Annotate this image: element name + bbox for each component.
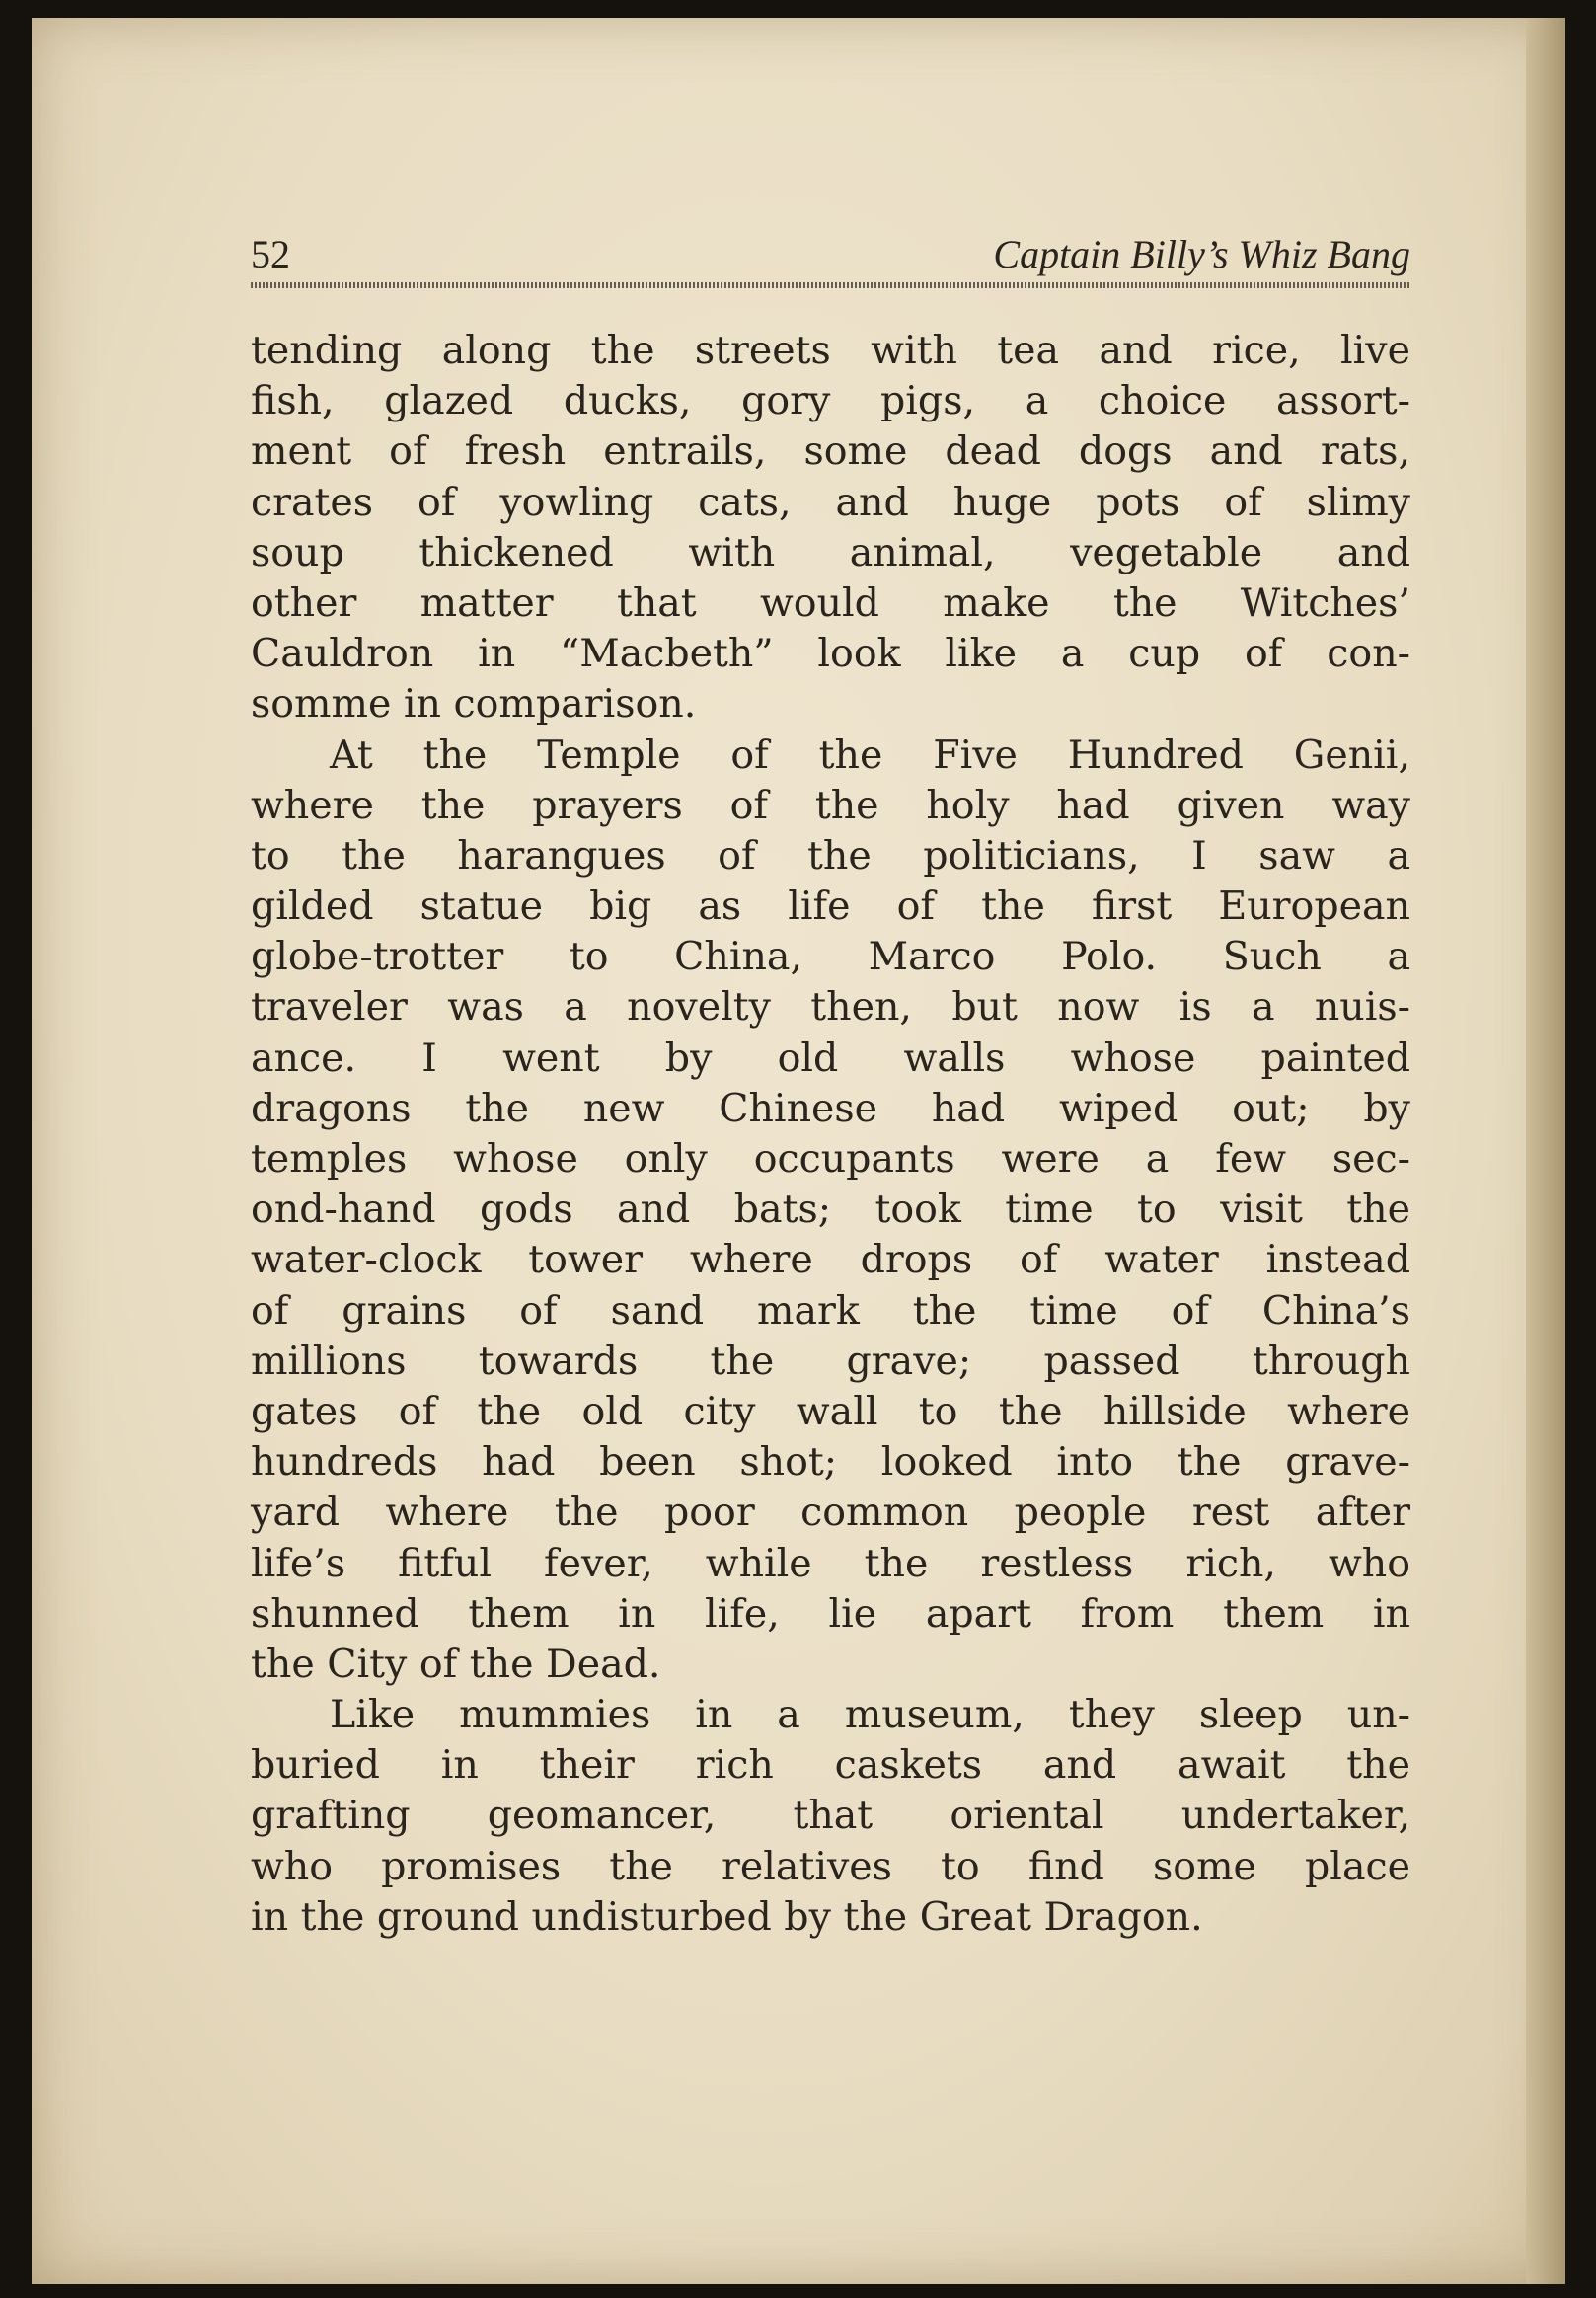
text-line: traveler was a novelty then, but now is a nuis-	[251, 984, 1410, 1031]
text-line: life’s fitful fever, while the restless rich, who	[251, 1540, 1410, 1586]
text-line: millions towards the grave; passed through	[251, 1338, 1410, 1384]
text-line: gates of the old city wall to the hillside where	[251, 1388, 1410, 1434]
text-line: grafting geomancer, that oriental undertaker,	[251, 1793, 1410, 1839]
text-line: gilded statue big as life of the first European	[251, 883, 1410, 930]
paragraph	[251, 730, 1410, 1691]
text-line: who promises the relatives to find some place	[251, 1843, 1410, 1889]
running-title: Captain Billy’s Whiz Bang	[993, 232, 1410, 276]
text-line: other matter that would make the Witches’	[251, 579, 1410, 626]
text-line: shunned them in life, lie apart from them in	[251, 1590, 1410, 1637]
text-line: buried in their rich caskets and await the	[251, 1742, 1410, 1789]
text-line: where the prayers of the holy had given way	[251, 782, 1410, 828]
page-header	[251, 223, 1410, 286]
text-line: crates of yowling cats, and huge pots of slimy	[251, 479, 1410, 525]
text-line: fish, glazed ducks, gory pigs, a choice assort-	[251, 378, 1410, 424]
text-line: hundreds had been shot; looked into the grave-	[251, 1439, 1410, 1486]
paragraph	[251, 326, 1410, 730]
text-line: water-clock tower where drops of water instead	[251, 1237, 1410, 1283]
text-line: soup thickened with animal, vegetable and	[251, 529, 1410, 575]
text-line: somme in comparison.	[251, 681, 697, 728]
text-line: Like mummies in a museum, they sleep un-	[330, 1692, 1410, 1738]
text-line: dragons the new Chinese had wiped out; by	[251, 1085, 1410, 1131]
text-line: ance. I went by old walls whose painted	[251, 1034, 1410, 1081]
header-rule	[251, 282, 1410, 288]
page-number: 52	[251, 232, 290, 276]
text-line: in the ground undisturbed by the Great Dragon.	[251, 1893, 1203, 1940]
text-line: of grains of sand mark the time of China’s	[251, 1287, 1410, 1334]
text-line: yard where the poor common people rest after	[251, 1490, 1410, 1536]
text-line: Cauldron in “Macbeth” look like a cup of con-	[251, 631, 1410, 677]
text-line: temples whose only occupants were a few sec-	[251, 1136, 1410, 1182]
text-line: the City of the Dead.	[251, 1641, 661, 1687]
text-line: ond-hand gods and bats; took time to visit the	[251, 1187, 1410, 1233]
page-edge	[1526, 18, 1565, 2284]
text-line: At the Temple of the Five Hundred Genii,	[330, 731, 1410, 778]
body-text	[251, 326, 1410, 1943]
text-line: tending along the streets with tea and rice, live	[251, 328, 1410, 373]
text-line: to the harangues of the politicians, I saw a	[251, 832, 1410, 879]
text-line: ment of fresh entrails, some dead dogs and rats,	[251, 428, 1410, 475]
paragraph	[251, 1690, 1410, 1943]
text-line: globe-trotter to China, Marco Polo. Such a	[251, 934, 1410, 980]
